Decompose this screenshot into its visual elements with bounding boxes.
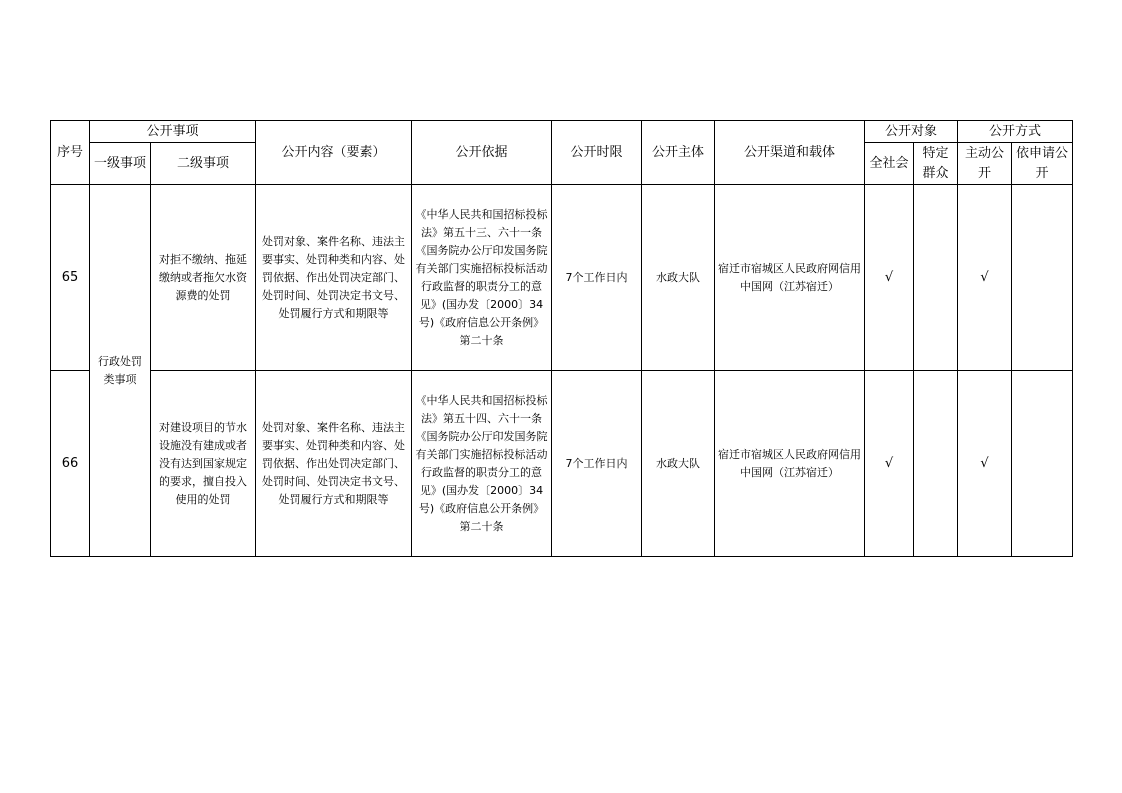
row-subject: 水政大队 (642, 185, 715, 371)
header-audience: 公开对象 (865, 121, 958, 143)
row-all-check: √ (865, 185, 914, 371)
row-active-check: √ (958, 185, 1012, 371)
header-level2: 二级事项 (151, 143, 256, 185)
row-time-limit: 7个工作日内 (552, 185, 642, 371)
header-subject: 公开主体 (642, 121, 715, 185)
row-all-check: √ (865, 371, 914, 557)
header-method: 公开方式 (958, 121, 1073, 143)
table-row (51, 185, 1073, 371)
table-row (51, 371, 1073, 557)
disclosure-table (50, 120, 1073, 557)
row-channel: 宿迁市宿城区人民政府网信用中国网（江苏宿迁） (715, 185, 865, 371)
row-content: 处罚对象、案件名称、违法主要事实、处罚种类和内容、处罚依据、作出处罚决定部门、处罚时间、处罚决定书文号、处罚履行方式和期限等 (256, 371, 412, 557)
row-seq: 65 (51, 185, 90, 371)
row-request-check (1012, 371, 1073, 557)
row-specific-check (914, 185, 958, 371)
row-level2: 对拒不缴纳、拖延缴纳或者拖欠水资源费的处罚 (151, 185, 256, 371)
header-time-limit: 公开时限 (552, 121, 642, 185)
row-subject: 水政大队 (642, 371, 715, 557)
header-row-1 (51, 121, 1073, 143)
header-audience-specific: 特定群众 (914, 143, 958, 185)
header-method-request: 依申请公开 (1012, 143, 1073, 185)
row-basis: 《中华人民共和国招标投标法》第五十四、六十一条《国务院办公厅印发国务院有关部门实施招标投标活动行政监督的职责分工的意见》(国办发〔2000〕34号)《政府信息公开条例》第二十条 (412, 371, 552, 557)
header-audience-all: 全社会 (865, 143, 914, 185)
header-content: 公开内容（要素） (256, 121, 412, 185)
row-level2: 对建设项目的节水设施没有建成或者没有达到国家规定的要求，擅自投入使用的处罚 (151, 371, 256, 557)
row-specific-check (914, 371, 958, 557)
row-basis: 《中华人民共和国招标投标法》第五十三、六十一条《国务院办公厅印发国务院有关部门实施招标投标活动行政监督的职责分工的意见》(国办发〔2000〕34号)《政府信息公开条例》第二十条 (412, 185, 552, 371)
level1-item: 行政处罚类事项 (90, 185, 151, 557)
header-level1: 一级事项 (90, 143, 151, 185)
row-time-limit: 7个工作日内 (552, 371, 642, 557)
row-request-check (1012, 185, 1073, 371)
row-seq: 66 (51, 371, 90, 557)
header-seq: 序号 (51, 121, 90, 185)
header-channel: 公开渠道和载体 (715, 121, 865, 185)
row-active-check: √ (958, 371, 1012, 557)
header-method-active: 主动公开 (958, 143, 1012, 185)
row-channel: 宿迁市宿城区人民政府网信用中国网（江苏宿迁） (715, 371, 865, 557)
header-public-items: 公开事项 (90, 121, 256, 143)
row-content: 处罚对象、案件名称、违法主要事实、处罚种类和内容、处罚依据、作出处罚决定部门、处罚时间、处罚决定书文号、处罚履行方式和期限等 (256, 185, 412, 371)
header-basis: 公开依据 (412, 121, 552, 185)
